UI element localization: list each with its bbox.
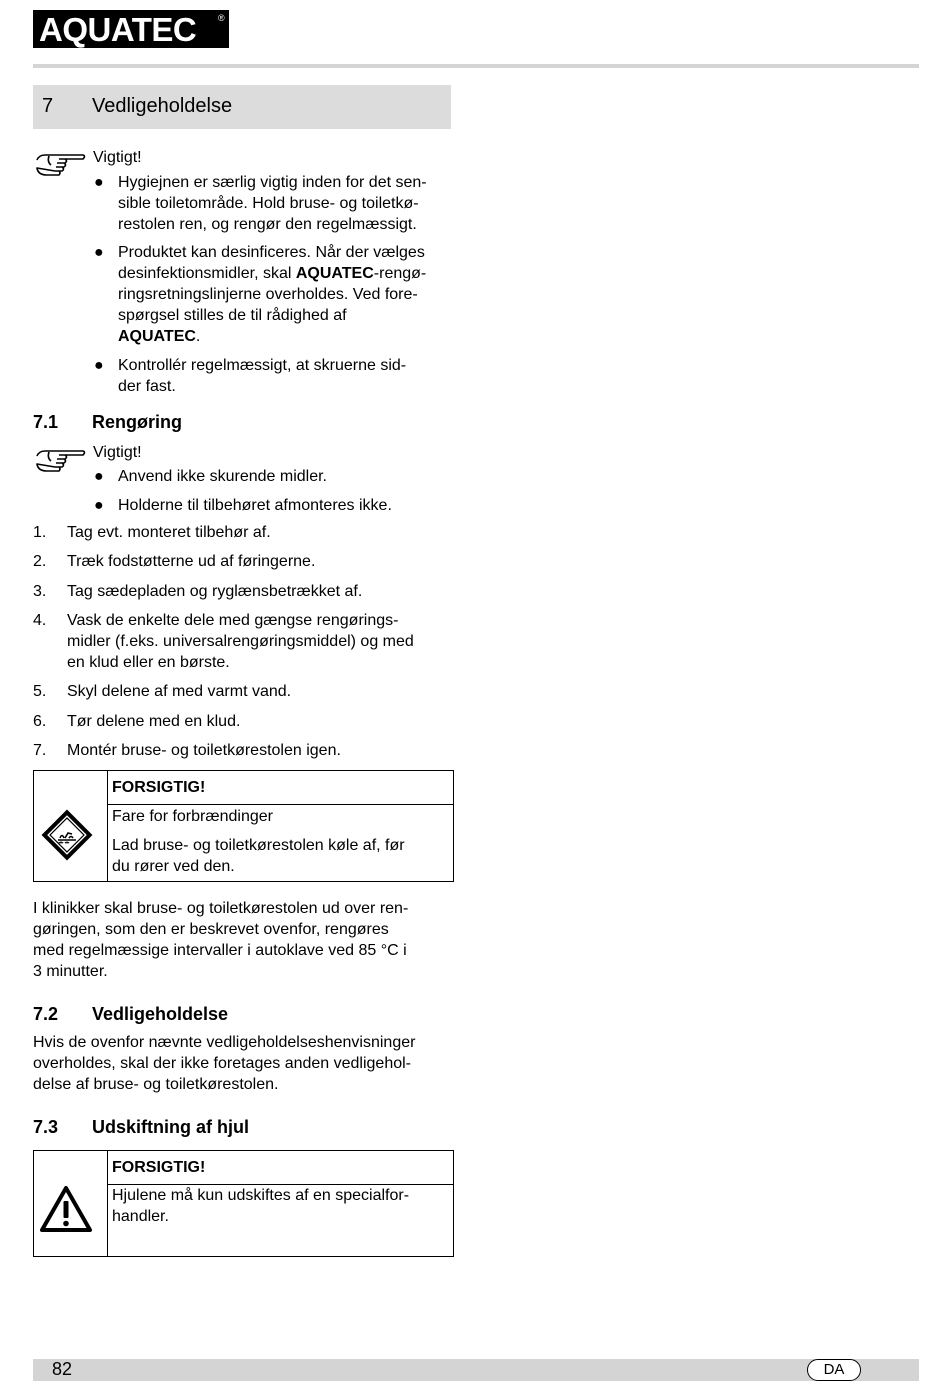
- logo-text: AQUATEC: [39, 11, 197, 48]
- caution-hazard-text: Fare for forbrændinger: [112, 808, 273, 825]
- section-7-3-title: Udskiftning af hjul: [92, 1117, 249, 1137]
- section-7-3-number: 7.3: [33, 1117, 59, 1137]
- hot-surface-warning-icon: [41, 809, 93, 861]
- language-badge: DA: [807, 1359, 861, 1381]
- footer-bar: [33, 1359, 919, 1381]
- page-number: 82: [52, 1359, 73, 1379]
- caution-label: FORSIGTIG!: [112, 779, 206, 796]
- step-item: 5. Skyl delene af med varmt vand.: [33, 683, 292, 700]
- bullet-dot: ●: [94, 244, 104, 261]
- caution-label: FORSIGTIG!: [112, 1159, 206, 1176]
- caution-instruction: Hjulene må kun udskiftes af en specialfor- handler.: [112, 1187, 410, 1225]
- intro-bullet-2: ● Produktet kan desinficeres. Når der vælges desinfektionsmidler, skal AQUATEC-rengø- ringsretningslinjerne overholdes. Ved fore- spørgsel stilles de til rådighed af AQUATEC.: [94, 244, 427, 345]
- step-item: 4. Vask de enkelte dele med gængse rengørings- midler (f.eks. universalrengøringsmiddel) og med en klud eller en børste.: [33, 612, 414, 671]
- section-7-1-note-item: ● Holderne til tilbehøret afmonteres ikke.: [94, 497, 392, 514]
- maintenance-paragraph: Hvis de ovenfor nævnte vedligeholdelseshenvisninger overholdes, skal der ikke foretages anden vedligehol- delse af bruse- og toiletkørestolen.: [33, 1034, 416, 1093]
- step-item: 2. Træk fodstøtterne ud af føringerne.: [33, 553, 316, 570]
- header-rule: [33, 64, 919, 68]
- bullet-dot: ●: [94, 468, 104, 485]
- section-7-1-number: 7.1: [33, 412, 59, 432]
- autoclave-paragraph: I klinikker skal bruse- og toiletkørestolen ud over ren- gøringen, som den er beskrevet ovenfor, rengøres med regelmæssige intervaller i autoklave ved 85 °C i 3 minutter.: [33, 900, 409, 980]
- bullet-dot: ●: [94, 357, 104, 374]
- pointing-hand-icon: [35, 150, 87, 178]
- step-item: 3. Tag sædepladen og ryglænsbetrækket af.: [33, 583, 363, 600]
- pointing-hand-icon: [35, 446, 87, 474]
- bullet-dot: ●: [94, 497, 104, 514]
- chapter-number: 7: [42, 95, 54, 117]
- section-7-2-title: Vedligeholdelse: [92, 1004, 229, 1024]
- caution-box-burn: [33, 770, 454, 882]
- logo-registered-mark: ®: [218, 13, 225, 23]
- intro-bullet-1: ● Hygiejnen er særlig vigtig inden for det sen- sible toiletområde. Hold bruse- og toiletkø- restolen ren, og rengør den regelmæssigt.: [94, 174, 427, 233]
- caution-instruction: Lad bruse- og toiletkørestolen køle af, før du rører ved den.: [112, 837, 405, 875]
- bullet-dot: ●: [94, 174, 104, 191]
- intro-note-label: Vigtigt!: [93, 149, 142, 166]
- intro-bullet-3: ● Kontrollér regelmæssigt, at skruerne sid- der fast.: [94, 357, 407, 395]
- warning-triangle-icon: [39, 1184, 93, 1234]
- step-item: 7. Montér bruse- og toiletkørestolen igen.: [33, 742, 341, 759]
- section-7-1-note-item: ● Anvend ikke skurende midler.: [94, 468, 327, 485]
- chapter-heading: [33, 85, 451, 129]
- step-item: 6. Tør delene med en klud.: [33, 713, 241, 730]
- step-item: 1. Tag evt. monteret tilbehør af.: [33, 524, 271, 541]
- caution-box-wheels: [33, 1150, 454, 1257]
- section-7-1-title: Rengøring: [92, 412, 182, 432]
- section-7-1-note-label: Vigtigt!: [93, 444, 142, 461]
- chapter-title: Vedligeholdelse: [92, 95, 233, 117]
- aquatec-logo: [33, 10, 229, 48]
- section-7-2-number: 7.2: [33, 1004, 59, 1024]
